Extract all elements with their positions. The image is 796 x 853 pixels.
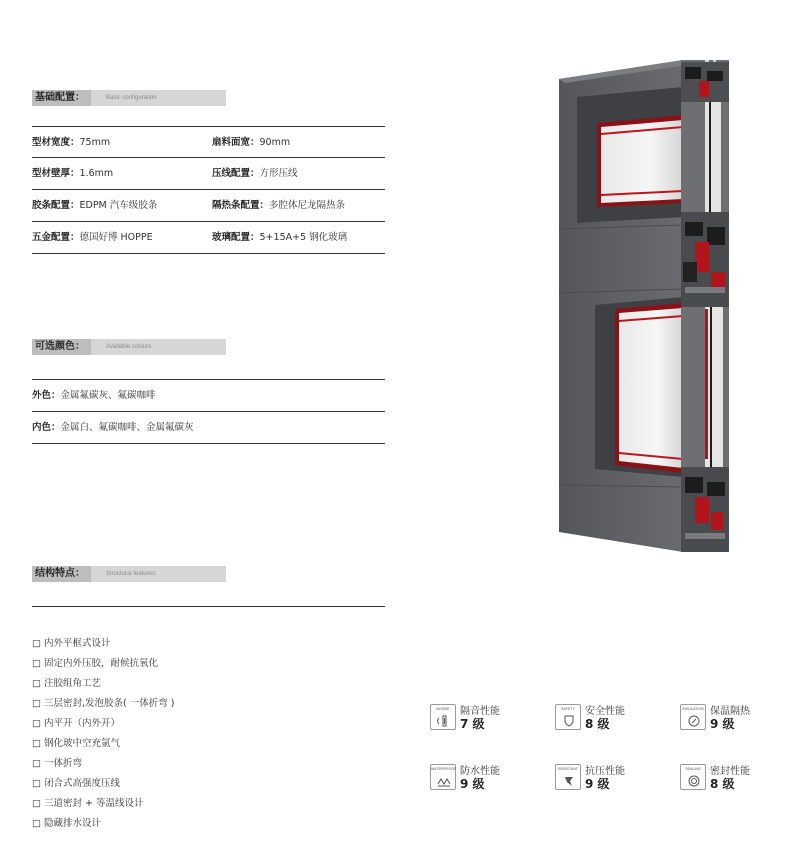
window-profile-illustration <box>555 57 733 562</box>
performance-sound: NOSISE 隔音性能 7 级 <box>430 702 540 730</box>
spec-sash-width: 扇料面宽：90mm <box>212 137 291 148</box>
feature-item: □ 闭合式高强度压线 <box>32 778 120 789</box>
feature-item: □ 三道密封 + 等温线设计 <box>32 798 144 809</box>
structure-subtitle: Structural features: <box>106 571 157 577</box>
structure-title: 结构特点： <box>32 566 91 582</box>
divider <box>32 443 385 444</box>
feature-item: □ 钢化玻中空充氩气 <box>32 738 120 749</box>
divider <box>32 157 385 158</box>
structure-header <box>32 566 226 582</box>
wind-icon: RESISTANT <box>555 764 581 790</box>
spec-thermal-break: 隔热条配置：多腔体尼龙隔热条 <box>212 200 346 211</box>
feature-item: □ 一体折弯 <box>32 758 82 769</box>
spec-bead: 压线配置：方形压线 <box>212 168 298 179</box>
basic-config-header <box>32 90 226 106</box>
spec-wall-thickness: 型材壁厚：1.6mm <box>32 168 114 179</box>
divider <box>32 411 385 412</box>
performance-insulation: INSULATION 保温隔热 9 级 <box>680 702 790 730</box>
feature-item: □ 注胶组角工艺 <box>32 678 101 689</box>
divider <box>32 379 385 380</box>
sound-icon: NOSISE <box>430 704 456 730</box>
divider <box>32 221 385 222</box>
spec-hardware: 五金配置：德国好博 HOPPE <box>32 232 153 243</box>
spec-gasket: 胶条配置：EDPM 汽车级胶条 <box>32 200 158 211</box>
feature-item: □ 三层密封,发泡胶条( 一体折弯 ) <box>32 698 175 709</box>
basic-config-subtitle: Basic configuration <box>106 95 157 101</box>
divider <box>32 606 385 607</box>
colours-title: 可选颜色： <box>32 339 91 355</box>
performance-waterproof: WATERPROOF 防水性能 9 级 <box>431 766 500 791</box>
feature-item: □ 固定内外压胶，耐候抗氧化 <box>32 658 158 669</box>
performance-wind: RESISTANT 抗压性能 9 级 <box>555 762 665 790</box>
divider <box>32 189 385 190</box>
colour-exterior: 外色：金属氟碳灰、氟碳咖啡 <box>32 390 156 401</box>
spec-profile-width: 型材宽度：75mm <box>32 137 111 148</box>
spec-glass: 玻璃配置：5+15A+5 钢化玻璃 <box>212 232 348 243</box>
divider <box>32 126 385 127</box>
water-icon: WATERPROOF <box>430 764 456 790</box>
basic-config-title: 基础配置： <box>32 90 91 106</box>
colours-subtitle: Available colours <box>106 344 152 350</box>
seal-icon: SEALING <box>680 764 706 790</box>
shield-icon: SAFETY <box>555 704 581 730</box>
performance-sealing: SEALING 密封性能 8 级 <box>680 762 790 790</box>
performance-safety: SAFETY 安全性能 8 级 <box>555 702 665 730</box>
insulation-icon: INSULATION <box>680 704 706 730</box>
colours-header <box>32 339 226 355</box>
feature-item: □ 内外平框式设计 <box>32 638 111 649</box>
colour-interior: 内色：金属白、氟碳咖啡、金属氟碳灰 <box>32 422 194 433</box>
feature-item: □ 内平开（内外开） <box>32 718 120 729</box>
divider <box>32 253 385 254</box>
feature-item: □ 隐藏排水设计 <box>32 818 101 829</box>
